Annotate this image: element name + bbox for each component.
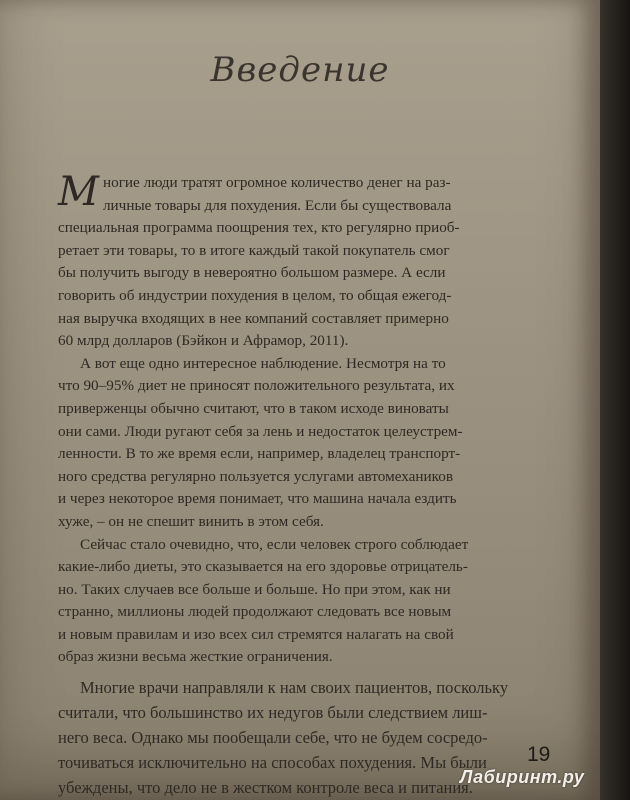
text-line: считали, что большинство их недугов были следствием лиш- [58,703,488,723]
page-title: Введение [210,50,390,90]
text-line: бы получить выгоду в невероятно большом размере. А если [58,264,446,282]
text-line: они сами. Люди ругают себя за лень и недостаток целеустрем- [58,422,463,440]
text-line: А вот еще одно интересное наблюдение. Несмотря на то [80,354,446,372]
text-line: говорить об индустрии похудения в целом, то общая ежегод- [58,286,452,304]
paragraph-3 [58,534,566,670]
text-line: образ жизни весьма жесткие ограничения. [58,648,333,666]
text-line: ногие люди тратят огромное количество денег на раз- [102,174,451,191]
text-line: странно, миллионы людей продолжают следовать все новым [58,603,452,621]
text-line: ного средства регулярно пользуется услугами автомехаников [58,467,454,485]
text-line: хуже, – он не спешит винить в этом себя. [58,512,324,530]
text-line: 60 млрд долларов (Бэйкон и Афрамор, 2011). [58,332,349,350]
text-line: что 90–95% диет не приносят положительного результата, их [58,377,455,395]
text-line: точиваться исключительно на способах похудения. Мы были [58,753,487,773]
text-line: какие-либо диеты, это сказывается на его здоровье отрицатель- [58,558,468,576]
text-line: него веса. Однако мы пообещали себе, что не будем сосредо- [58,728,488,748]
text-line: убеждены, что дело не в жестком контроле веса и питания. [58,778,473,798]
text-line: Сейчас стало очевидно, что, если человек строго соблюдает [80,535,469,553]
watermark-logo: Лабиринт.ру [460,767,585,787]
paragraph-1 [58,169,566,353]
text-line: и через некоторое время понимает, что машина начала ездить [58,490,457,508]
paragraph-2 [58,353,566,534]
drop-cap: М [58,169,99,215]
text-line: приверженцы обычно считают, что в таком исходе виноваты [58,399,449,417]
text-line: специальная программа поощрения тех, кто регулярно приоб- [58,219,460,237]
text-line: ретает эти товары, то в итоге каждый такой покупатель смог [58,241,450,259]
page-number: 19 [527,743,551,766]
text-line: ная выручка входящих в нее компаний составляет примерно [58,309,449,327]
text-line: ленности. В то же время если, например, владелец транспорт- [58,445,461,463]
text-line: и новым правилам и изо всех сил стремятся налагать на свой [58,625,454,643]
body-text [58,169,566,800]
text-line: но. Таких случаев все больше и больше. Но при этом, как ни [58,580,451,598]
text-line: Многие врачи направляли к нам своих пациентов, поскольку [80,678,509,698]
text-line: личные товары для похудения. Если бы существовала [102,196,452,214]
